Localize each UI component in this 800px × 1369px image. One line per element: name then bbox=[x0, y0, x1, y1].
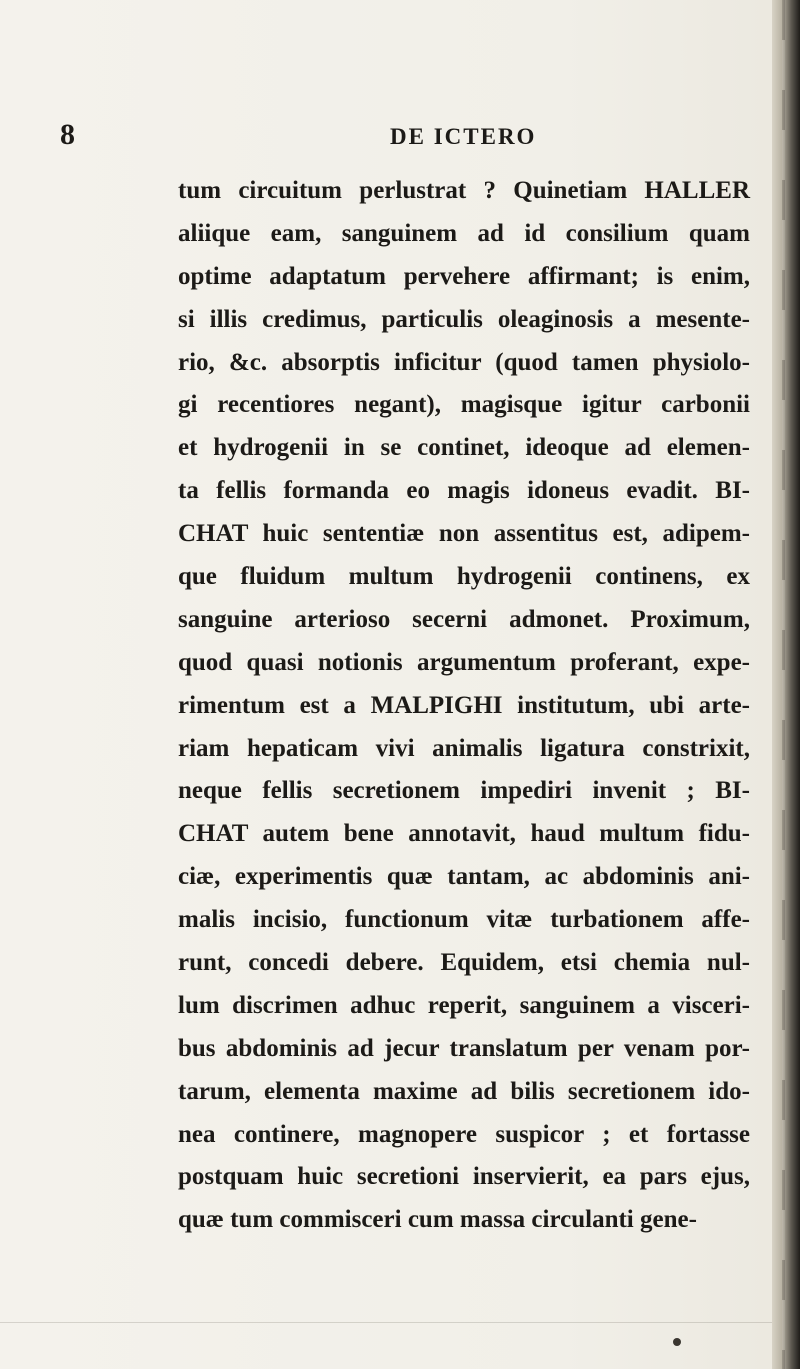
text-line: optime adaptatum pervehere affirmant; is enim, bbox=[178, 262, 750, 290]
text-line: quod quasi notionis argumentum proferant, expe- bbox=[178, 648, 750, 676]
page-number: 8 bbox=[60, 118, 75, 151]
text-line: ta fellis formanda eo magis idoneus evadit. BI- bbox=[178, 477, 750, 505]
text-line: CHAT huic sententiæ non assentitus est, adipem- bbox=[178, 520, 750, 548]
text-line: lum discrimen adhuc reperit, sanguinem a visceri- bbox=[178, 991, 750, 1019]
page-bottom-rule bbox=[0, 1322, 772, 1323]
running-head: DE ICTERO bbox=[390, 124, 537, 149]
text-line: si illis credimus, particulis oleaginosis a mesente- bbox=[178, 305, 750, 333]
text-line: quæ tum commisceri cum massa circulanti gene- bbox=[178, 1206, 697, 1234]
ink-mark bbox=[673, 1338, 681, 1346]
text-line: tum circuitum perlustrat ? Quinetiam HALLER bbox=[178, 177, 750, 204]
text-line: et hydrogenii in se continet, ideoque ad elemen- bbox=[178, 434, 750, 462]
text-line: aliique eam, sanguinem ad id consilium quam bbox=[178, 219, 750, 247]
page-header bbox=[60, 118, 760, 158]
text-line: riam hepaticam vivi animalis ligatura constrixit, bbox=[178, 734, 750, 762]
body-text bbox=[178, 170, 750, 1242]
text-line: neque fellis secretionem impediri invenit ; BI- bbox=[178, 777, 750, 805]
text-line: sanguine arterioso secerni admonet. Proximum, bbox=[178, 605, 750, 633]
text-line: ciæ, experimentis quæ tantam, ac abdominis ani- bbox=[178, 863, 750, 891]
text-line: tarum, elementa maxime ad bilis secretionem ido- bbox=[178, 1077, 750, 1105]
text-line: malis incisio, functionum vitæ turbationem affe- bbox=[178, 906, 750, 934]
text-line: CHAT autem bene annotavit, haud multum fidu- bbox=[178, 820, 750, 848]
book-binding-edge bbox=[772, 0, 800, 1369]
text-line: rio, &c. absorptis inficitur (quod tamen physiolo- bbox=[178, 348, 750, 376]
text-line: nea continere, magnopere suspicor ; et fortasse bbox=[178, 1120, 750, 1148]
text-line: postquam huic secretioni inservierit, ea pars ejus, bbox=[178, 1163, 750, 1191]
text-line: rimentum est a MALPIGHI institutum, ubi arte- bbox=[178, 691, 750, 719]
text-line: bus abdominis ad jecur translatum per venam por- bbox=[178, 1034, 750, 1062]
text-line: runt, concedi debere. Equidem, etsi chemia nul- bbox=[178, 949, 750, 977]
text-line: gi recentiores negant), magisque igitur carbonii bbox=[178, 391, 750, 419]
text-line: que fluidum multum hydrogenii continens, ex bbox=[178, 563, 750, 591]
